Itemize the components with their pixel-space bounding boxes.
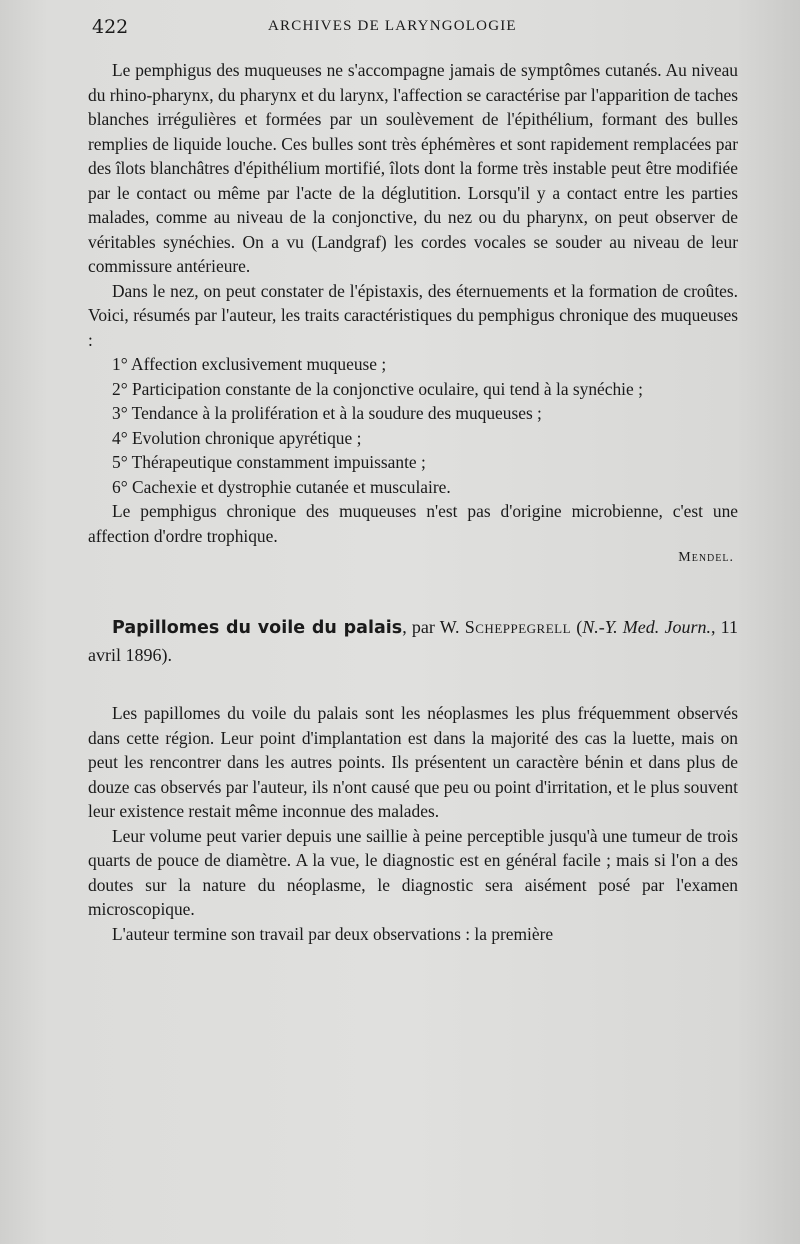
paragraph: Les papillomes du voile du palais sont les néoplasmes les plus fréquemment observés dans cette région. Leur point d'implantation est dans la majorité des cas la luette, mais on peut les rencontrer dans les autres points. Ils présentent un caractère bénin et dans plus de douze cas observés par l'auteur, ils n'ont causé que peu ou point d'irritation, et le plus souvent leur existence restait même inconnue des malades. — [88, 703, 738, 821]
conclusion-paragraph: Le pemphigus chronique des muqueuses n'est pas d'origine microbienne, c'est une affection d'ordre trophique. — [88, 501, 738, 546]
signature-text: Mendel. — [678, 550, 734, 565]
article-date: , 11 avril 1896). — [88, 617, 738, 665]
article-by: , par W. — [402, 617, 465, 637]
page-header — [92, 16, 742, 40]
paragraph: Leur volume peut varier depuis une saillie à peine perceptible jusqu'à une tumeur de trois quarts de pouce de diamètre. A la vue, le diagnostic est en général facile ; mais si l'on a des doutes sur la nature du néoplasme, le diagnostic sera aisément posé par l'examen microscopique. — [88, 825, 738, 919]
paragraph: L'auteur termine son travail par deux observations : la première — [112, 923, 554, 944]
paragraph: Dans le nez, on peut constater de l'épistaxis, des éternuements et la formation de croûtes. Voici, résumés par l'auteur, les traits caractéristiques du pemphigus chronique des muqueuses : — [88, 280, 738, 350]
page-number: 422 — [92, 16, 129, 38]
article-heading — [88, 614, 738, 669]
list-item: 2° Participation constante de la conjonctive oculaire, qui tend à la synéchie ; — [112, 378, 643, 399]
list-item: 3° Tendance à la prolifération et à la soudure des muqueuses ; — [112, 403, 542, 423]
characteristics-list — [88, 352, 738, 499]
journal-name: N.-Y. Med. Journ. — [582, 617, 711, 637]
paragraph: Le pemphigus des muqueuses ne s'accompagne jamais de symptômes cutanés. Au niveau du rhino-pharynx, du pharynx et du larynx, l'affection se caractérise par l'apparition de taches blanches irrégulières et formées par un soulèvement de l'épithélium, formant des bulles remplies de liquide louche. Ces bulles sont très éphémères et sont rapidement remplacées par des îlots blanchâtres d'épithélium mortifié, îlots dont la forme très instable peut être modifiée par le contact ou même par l'acte de la déglutition. Lorsqu'il y a contact entre les parties malades, comme au niveau de la conjonctive, du nez ou du pharynx, on peut observer de véritables synéchies. On a vu (Landgraf) les cordes vocales se souder au niveau de leur commissure antérieure. — [88, 60, 738, 276]
running-head: ARCHIVES DE LARYNGOLOGIE — [268, 18, 517, 34]
spacer — [88, 669, 738, 701]
article-title: Papillomes du voile du palais — [112, 618, 403, 638]
list-item: 1° Affection exclusivement muqueuse ; — [112, 354, 387, 374]
journal-open: ( — [571, 617, 583, 637]
list-item: 6° Cachexie et dystrophie cutanée et musculaire. — [112, 476, 451, 497]
page-body — [88, 58, 738, 946]
list-item: 5° Thérapeutique constamment impuissante ; — [112, 452, 426, 472]
author-signature — [88, 550, 738, 566]
list-item: 4° Evolution chronique apyrétique ; — [112, 427, 362, 448]
article-author: Scheppegrell — [464, 617, 572, 637]
